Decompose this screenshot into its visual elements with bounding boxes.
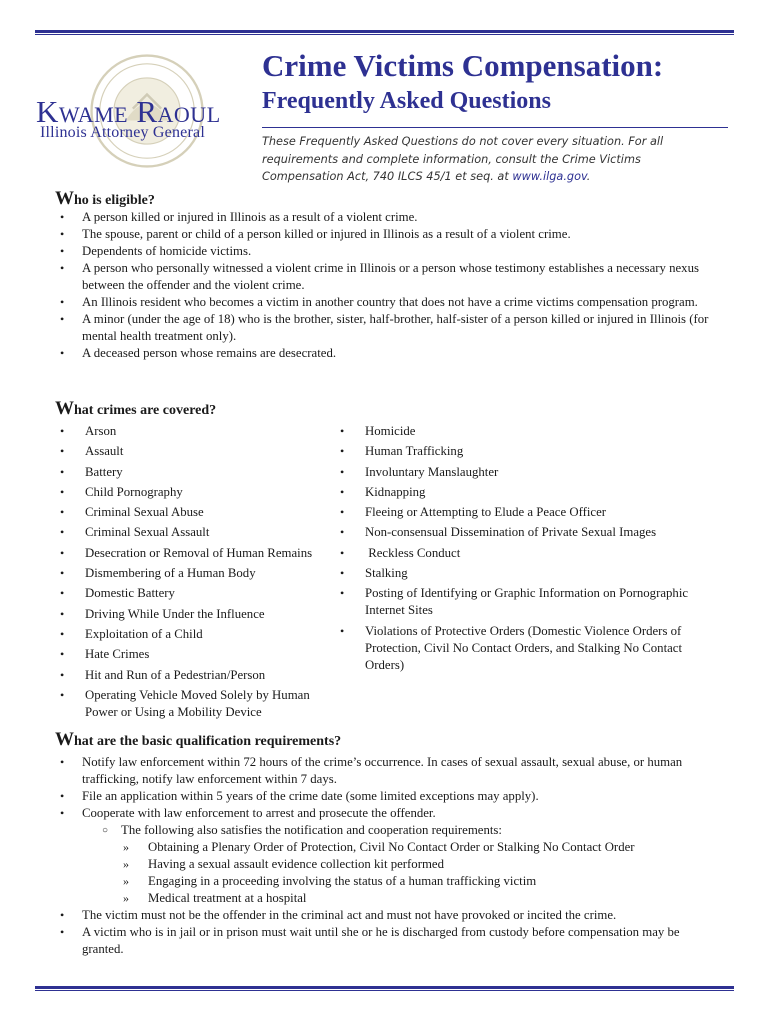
nested-list bbox=[121, 839, 720, 907]
list-item: • Notify law enforcement within 72 hours of the crime’s occurrence. In cases of sexual assault, sexual abuse, or human trafficking, notify law enforcement within 7 days. bbox=[60, 754, 720, 788]
list-item: • Assault bbox=[60, 443, 340, 460]
heading-text: hat are the basic qualification requirements? bbox=[74, 734, 342, 749]
list-item: • Domestic Battery bbox=[60, 585, 340, 602]
list-item: • Non-consensual Dissemination of Private Sexual Images bbox=[340, 524, 720, 541]
nested-list-item: » Having a sexual assault evidence collection kit performed bbox=[121, 856, 720, 873]
heading-text: ho is eligible? bbox=[74, 193, 155, 208]
nested-list-item: » Obtaining a Plenary Order of Protection, Civil No Contact Order or Stalking No Contact Order bbox=[121, 839, 720, 856]
ilga-link[interactable]: www.ilga.gov bbox=[512, 170, 587, 184]
top-rule bbox=[35, 30, 734, 35]
list-item: • Desecration or Removal of Human Remains bbox=[60, 545, 340, 562]
list-item: • Exploitation of a Child bbox=[60, 626, 340, 643]
crimes-list-right bbox=[340, 423, 720, 677]
heading-initial: W bbox=[55, 188, 74, 209]
list-item: • Fleeing or Attempting to Elude a Peace Officer bbox=[340, 504, 720, 521]
nested-list-item: » Engaging in a proceeding involving the status of a human trafficking victim bbox=[121, 873, 720, 890]
list-item: • Homicide bbox=[340, 423, 720, 440]
disclaimer bbox=[262, 133, 724, 186]
list-item: • The spouse, parent or child of a person killed or injured in Illinois as a result of a violent crime. bbox=[60, 226, 720, 243]
heading-initial: W bbox=[55, 398, 74, 419]
list-item: • A minor (under the age of 18) who is the brother, sister, half-brother, half-sister of a person killed or injured in Illinois (for mental health treatment only). bbox=[60, 311, 720, 345]
list-item: • Involuntary Manslaughter bbox=[340, 464, 720, 481]
list-item: • Violations of Protective Orders (Domestic Violence Orders of Protection, Civil No Contact Orders, and Stalking No Contact Orders) bbox=[340, 623, 720, 674]
list-item: • A deceased person whose remains are desecrated. bbox=[60, 345, 720, 362]
list-item: • Stalking bbox=[340, 565, 720, 582]
nested-list-item: » Medical treatment at a hospital bbox=[121, 890, 720, 907]
disclaimer-end: . bbox=[586, 170, 591, 184]
list-item: • A victim who is in jail or in prison must wait until she or he is discharged from custody before compensation may be granted. bbox=[60, 924, 720, 958]
list-item: • A person killed or injured in Illinois as a result of a violent crime. bbox=[60, 209, 720, 226]
list-item-text: Cooperate with law enforcement to arrest and prosecute the offender. bbox=[82, 806, 436, 820]
crimes-list-left bbox=[60, 423, 340, 724]
list-item: • Operating Vehicle Moved Solely by Human Power or Using a Mobility Device bbox=[60, 687, 340, 721]
list-item: • File an application within 5 years of the crime date (some limited exceptions may apply). bbox=[60, 788, 720, 805]
list-item: • Human Trafficking bbox=[340, 443, 720, 460]
list-item: • An Illinois resident who becomes a victim in another country that does not have a crime victims compensation program. bbox=[60, 294, 720, 311]
list-item: • Criminal Sexual Assault bbox=[60, 524, 340, 541]
list-item: • A person who personally witnessed a violent crime in Illinois or a person whose testimony establishes a necessary nexus between the offender and the violent crime. bbox=[60, 260, 720, 294]
list-item: • Hate Crimes bbox=[60, 646, 340, 663]
logo-subtitle: Illinois Attorney General bbox=[40, 124, 205, 141]
heading-initial: W bbox=[55, 729, 74, 750]
logo-name: Kwame Raoul bbox=[36, 94, 221, 129]
requirements-list bbox=[60, 754, 720, 958]
heading-text: hat crimes are covered? bbox=[74, 403, 217, 418]
list-item: • Dismembering of a Human Body bbox=[60, 565, 340, 582]
list-item: • Arson bbox=[60, 423, 340, 440]
list-item: • Posting of Identifying or Graphic Information on Pornographic Internet Sites bbox=[340, 585, 720, 619]
list-item: • Reckless Conduct bbox=[340, 545, 720, 562]
list-item: • The victim must not be the offender in the criminal act and must not have provoked or incited the crime. bbox=[60, 907, 720, 924]
bottom-rule bbox=[35, 986, 734, 991]
list-item: • Battery bbox=[60, 464, 340, 481]
sub-list-item bbox=[82, 822, 720, 907]
list-item bbox=[60, 805, 720, 907]
list-item: • Dependents of homicide victims. bbox=[60, 243, 720, 260]
section-heading-crimes bbox=[55, 398, 216, 420]
list-item: • Hit and Run of a Pedestrian/Person bbox=[60, 667, 340, 684]
section-heading-eligible bbox=[55, 188, 155, 210]
section-heading-requirements bbox=[55, 729, 341, 751]
page-subtitle: Frequently Asked Questions bbox=[262, 88, 551, 114]
list-item: • Child Pornography bbox=[60, 484, 340, 501]
sub-list bbox=[82, 822, 720, 907]
page-title: Crime Victims Compensation: bbox=[262, 48, 664, 83]
eligible-list bbox=[60, 209, 720, 362]
list-item: • Driving While Under the Influence bbox=[60, 606, 340, 623]
title-divider bbox=[262, 127, 728, 128]
disclaimer-text: These Frequently Asked Questions do not cover every situation. For all requirements and complete information, consult the Crime Victims Compensation Act, 740 ILCS 45/1 et seq. at bbox=[262, 135, 664, 184]
list-item: • Criminal Sexual Abuse bbox=[60, 504, 340, 521]
sub-list-item-text: The following also satisfies the notification and cooperation requirements: bbox=[121, 823, 502, 837]
list-item: • Kidnapping bbox=[340, 484, 720, 501]
